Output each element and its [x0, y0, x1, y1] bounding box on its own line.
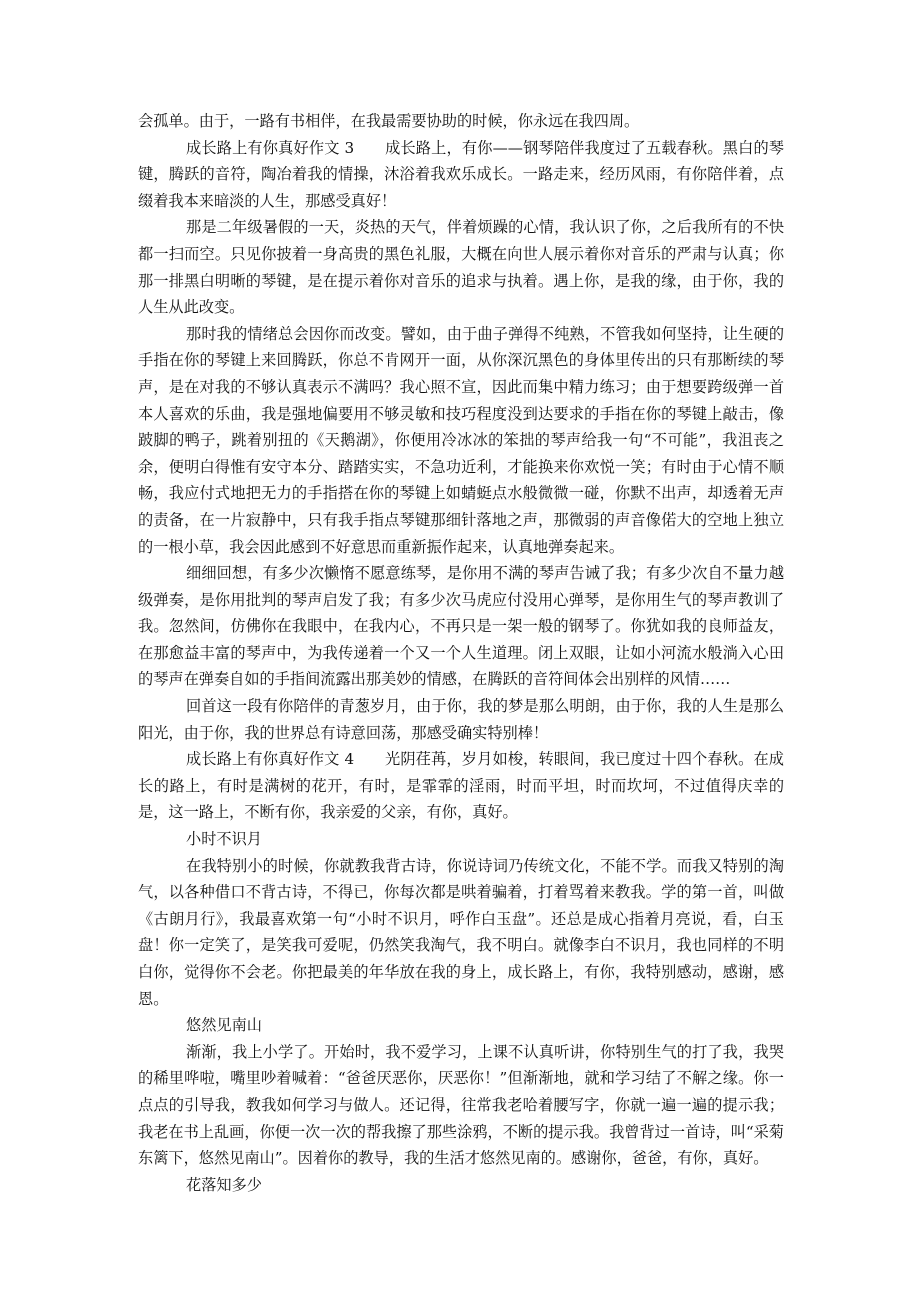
paragraph-1: 会孤单。由于，一路有书相伴，在我最需要协助的时候，你永远在我四周。	[138, 112, 640, 130]
paragraph-8: 在我特别小的时候，你就教我背古诗，你说诗词乃传统文化，不能不学。而我又特别的淘气，以各种借口不背古诗，不得已，你每次都是哄着骗着，打着骂着来教我。学的第一首，叫做《古朗月行》，我最喜欢第一句“小时不识月，呼作白玉盘”。还总是成心指着月亮说，看，白玉盘！你一定笑了，是笑我可爱呢，仍然笑我淘气，我不明白。就像李白不识月，我也同样的不明白你，觉得你不会老。你把最美的年华放在我的身上，成长路上，有你，我特别感动，感谢，感恩。	[138, 856, 784, 1008]
paragraph-4: 那时我的情绪总会因你而改变。譬如，由于曲子弹得不纯熟，不管我如何坚持，让生硬的手指在你的琴键上来回腾跃，你总不肯网开一面，从你深沉黑色的身体里传出的只有那断续的琴声，是在对我的不够认真表示不满吗？我心照不宣，因此而集中精力练习；由于想要跨级弹一首本人喜欢的乐曲，我是强地偏要用不够灵敏和技巧程度没到达要求的手指在你的琴键上敲击，像跛脚的鸭子，跳着别扭的《天鹅湖》，你便用冷冰冰的笨拙的琴声给我一句“不可能”，我沮丧之余，便明白得惟有安守本分、踏踏实实，不急功近利，才能换来你欢悦一笑；有时由于心情不顺畅，我应付式地把无力的手指搭在你的琴键上如蜻蜓点水般微微一碰，你默不出声，却透着无声的责备，在一片寂静中，只有我手指点琴键那细针落地之声，那微弱的声音像偌大的空地上独立的一根小草，我会因此感到不好意思而重新振作起来，认真地弹奏起来。	[138, 324, 784, 556]
paragraph-6: 回首这一段有你陪伴的青葱岁月，由于你，我的梦是那么明朗，由于你，我的人生是那么阳光，由于你，我的世界总有诗意回荡，那感受确实特别棒！	[138, 697, 784, 742]
paragraph-3: 那是二年级暑假的一天，炎热的天气，伴着烦躁的心情，我认识了你，之后我所有的不快都一扫而空。只见你披着一身高贵的黑色礼服，大概在向世人展示着你对音乐的严肃与认真；你那一排黑白明晰的琴键，是在提示着你对音乐的追求与执着。遇上你，是我的缘，由于你，我的人生从此改变。	[138, 218, 784, 317]
paragraph-5: 细细回想，有多少次懒惰不愿意练琴，是你用不满的琴声告诫了我；有多少次自不量力越级弹奏，是你用批判的琴声启发了我；有多少次马虎应付没用心弹琴，是你用生气的琴声教训了我。忽然间，仿佛你在我眼中，在我内心，不再只是一架一般的钢琴了。你犹如我的良师益友，在那愈益丰富的琴声中，为我传递着一个又一个人生道理。闭上双眼，让如小河流水般淌入心田的琴声在弹奏自如的手指间流露出那美妙的情感，在腾跃的音符间体会出别样的风情……	[138, 564, 784, 689]
section-heading-3: 花落知多少	[186, 1175, 262, 1194]
section-heading-2: 悠然见南山	[186, 1016, 262, 1035]
paragraph-9: 渐渐，我上小学了。开始时，我不爱学习，上课不认真听讲，你特别生气的打了我，我哭的稀里哗啦，嘴里吵着喊着：“爸爸厌恶你，厌恶你！”但渐渐地，就和学习结了不解之缘。你一点点的引导我，教我如何学习与做人。还记得，往常我老哈着腰写字，你就一遍一遍的提示我；我老在书上乱画，你便一次一次的帮我擦了那些涂鸦，不断的提示我。我曾背过一首诗，叫“采菊东篱下，悠然见南山”。因着你的教导，我的生活才悠然见南的。感谢你，爸爸，有你，真好。	[138, 1042, 784, 1168]
paragraph-essay-4-intro: 成长路上有你真好作文 4 光阴荏苒，岁月如梭，转眼间，我已度过十四个春秋。在成长的路上，有时是满树的花开，有时，是霏霏的淫雨，时而平坦，时而坎坷，不过值得庆幸的是，这一路上，不断有你，我亲爱的父亲，有你，真好。	[138, 750, 784, 822]
section-heading-1: 小时不识月	[186, 830, 262, 849]
document-body	[138, 108, 784, 1198]
paragraph-essay-3-intro: 成长路上有你真好作文 3 成长路上，有你——钢琴陪伴我度过了五载春秋。黑白的琴键，腾跃的音符，陶冶着我的情操，沐浴着我欢乐成长。一路走来，经历风雨，有你陪伴着，点缀着我本来暗淡的人生，那感受真好！	[138, 138, 784, 210]
